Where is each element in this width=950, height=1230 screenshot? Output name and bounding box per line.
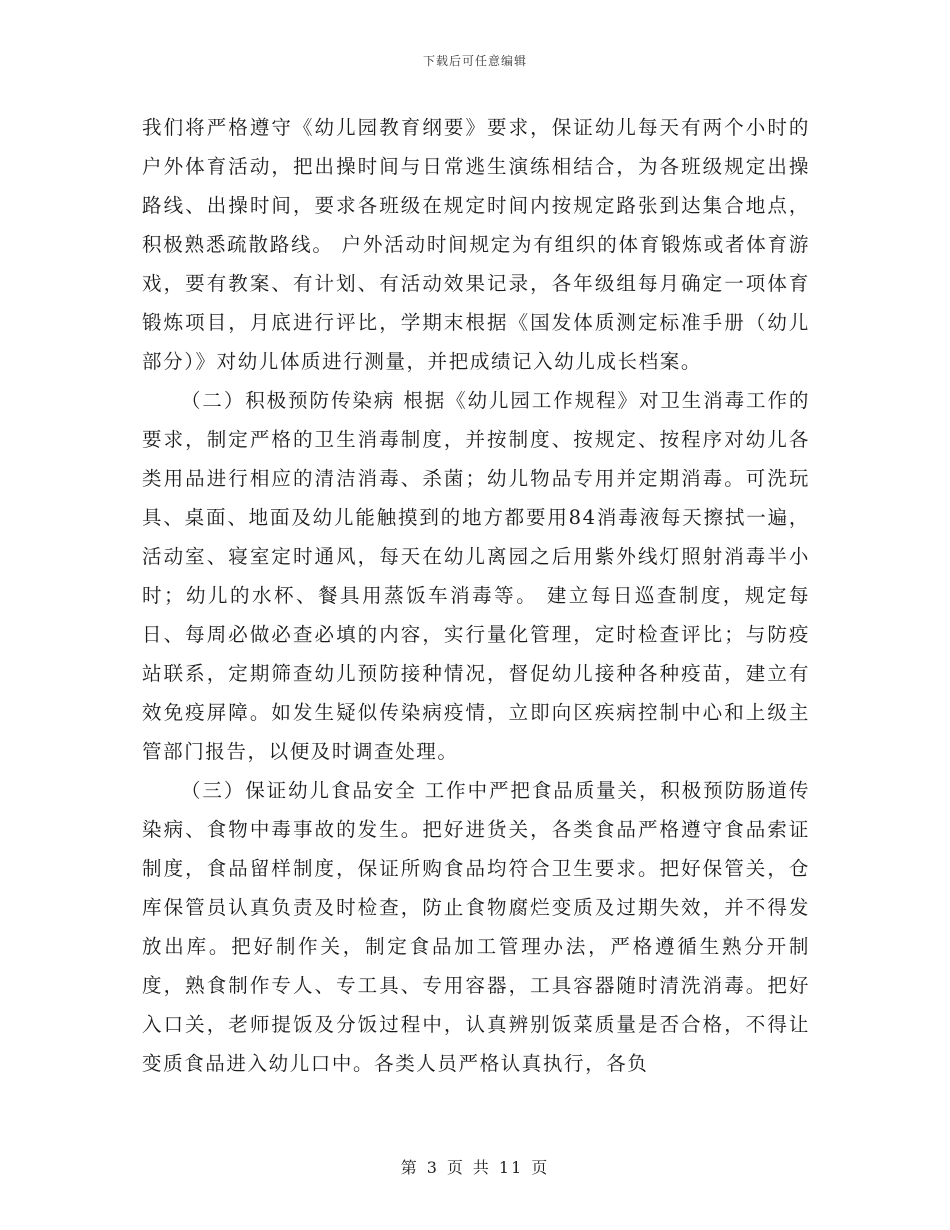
footer-label-total: 共 bbox=[472, 1158, 491, 1177]
paragraph-infectious-disease-prevention: （二）积极预防传染病 根据《幼儿园工作规程》对卫生消毒工作的要求，制定严格的卫生消毒制度，并按制度、按规定、按程序对幼儿各类用品进行相应的清洁消毒、杀菌；幼儿物品专用并定期消毒。可洗玩具、桌面、地面及幼儿能触摸到的地方都要用84消毒液每天擦拭一遍，活动室、寝室定时通风，每天在幼儿离园之后用紫外线灯照射消毒半小时；幼儿的水杯、餐具用蒸饭车消毒等。 建立每日巡查制度，规定每日、每周必做必查必填的内容，实行量化管理，定时检查评比；与防疫站联系，定期筛查幼儿预防接种情况，督促幼儿接种各种疫苗，建立有效免疫屏障。如发生疑似传染病疫情，立即向区疾病控制中心和上级主管部门报告，以便及时调查处理。 bbox=[142, 389, 810, 763]
total-pages-number: 11 bbox=[498, 1158, 524, 1177]
page-header: 下载后可任意编辑 bbox=[422, 54, 527, 68]
paragraph-outdoor-activities: 我们将严格遵守《幼儿园教育纲要》要求，保证幼儿每天有两个小时的户外体育活动，把出操时间与日常逃生演练相结合，为各班级规定出操路线、出操时间，要求各班级在规定时间内按规定路张到达集合地点，积极熟悉疏散路线。 户外活动时间规定为有组织的体育锻炼或者体育游戏，要有教案、有计划、有活动效果记录，各年级组每月确定一项体育锻炼项目，月底进行评比，学期末根据《国发体质测定标准手册（幼儿部分）》对幼儿体质进行测量，并把成绩记入幼儿成长档案。 bbox=[142, 116, 810, 373]
current-page-number: 3 bbox=[426, 1158, 439, 1177]
document-body bbox=[142, 108, 810, 1083]
footer-label-page-unit: 页 bbox=[446, 1158, 465, 1177]
footer-label-page: 第 bbox=[400, 1158, 419, 1177]
footer-label-total-unit: 页 bbox=[531, 1158, 550, 1177]
page-footer bbox=[0, 1155, 950, 1178]
paragraph-food-safety: （三）保证幼儿食品安全 工作中严把食品质量关，积极预防肠道传染病、食物中毒事故的发生。把好进货关，各类食品严格遵守食品索证制度，食品留样制度，保证所购食品均符合卫生要求。把好保管关，仓库保管员认真负责及时检查，防止食物腐烂变质及过期失效，并不得发放出库。把好制作关，制定食品加工管理办法，严格遵循生熟分开制度，熟食制作专人、专工具、专用容器，工具容器随时清洗消毒。把好入口关，老师提饭及分饭过程中，认真辨别饭菜质量是否合格，不得让变质食品进入幼儿口中。各类人员严格认真执行，各负 bbox=[142, 779, 810, 1075]
